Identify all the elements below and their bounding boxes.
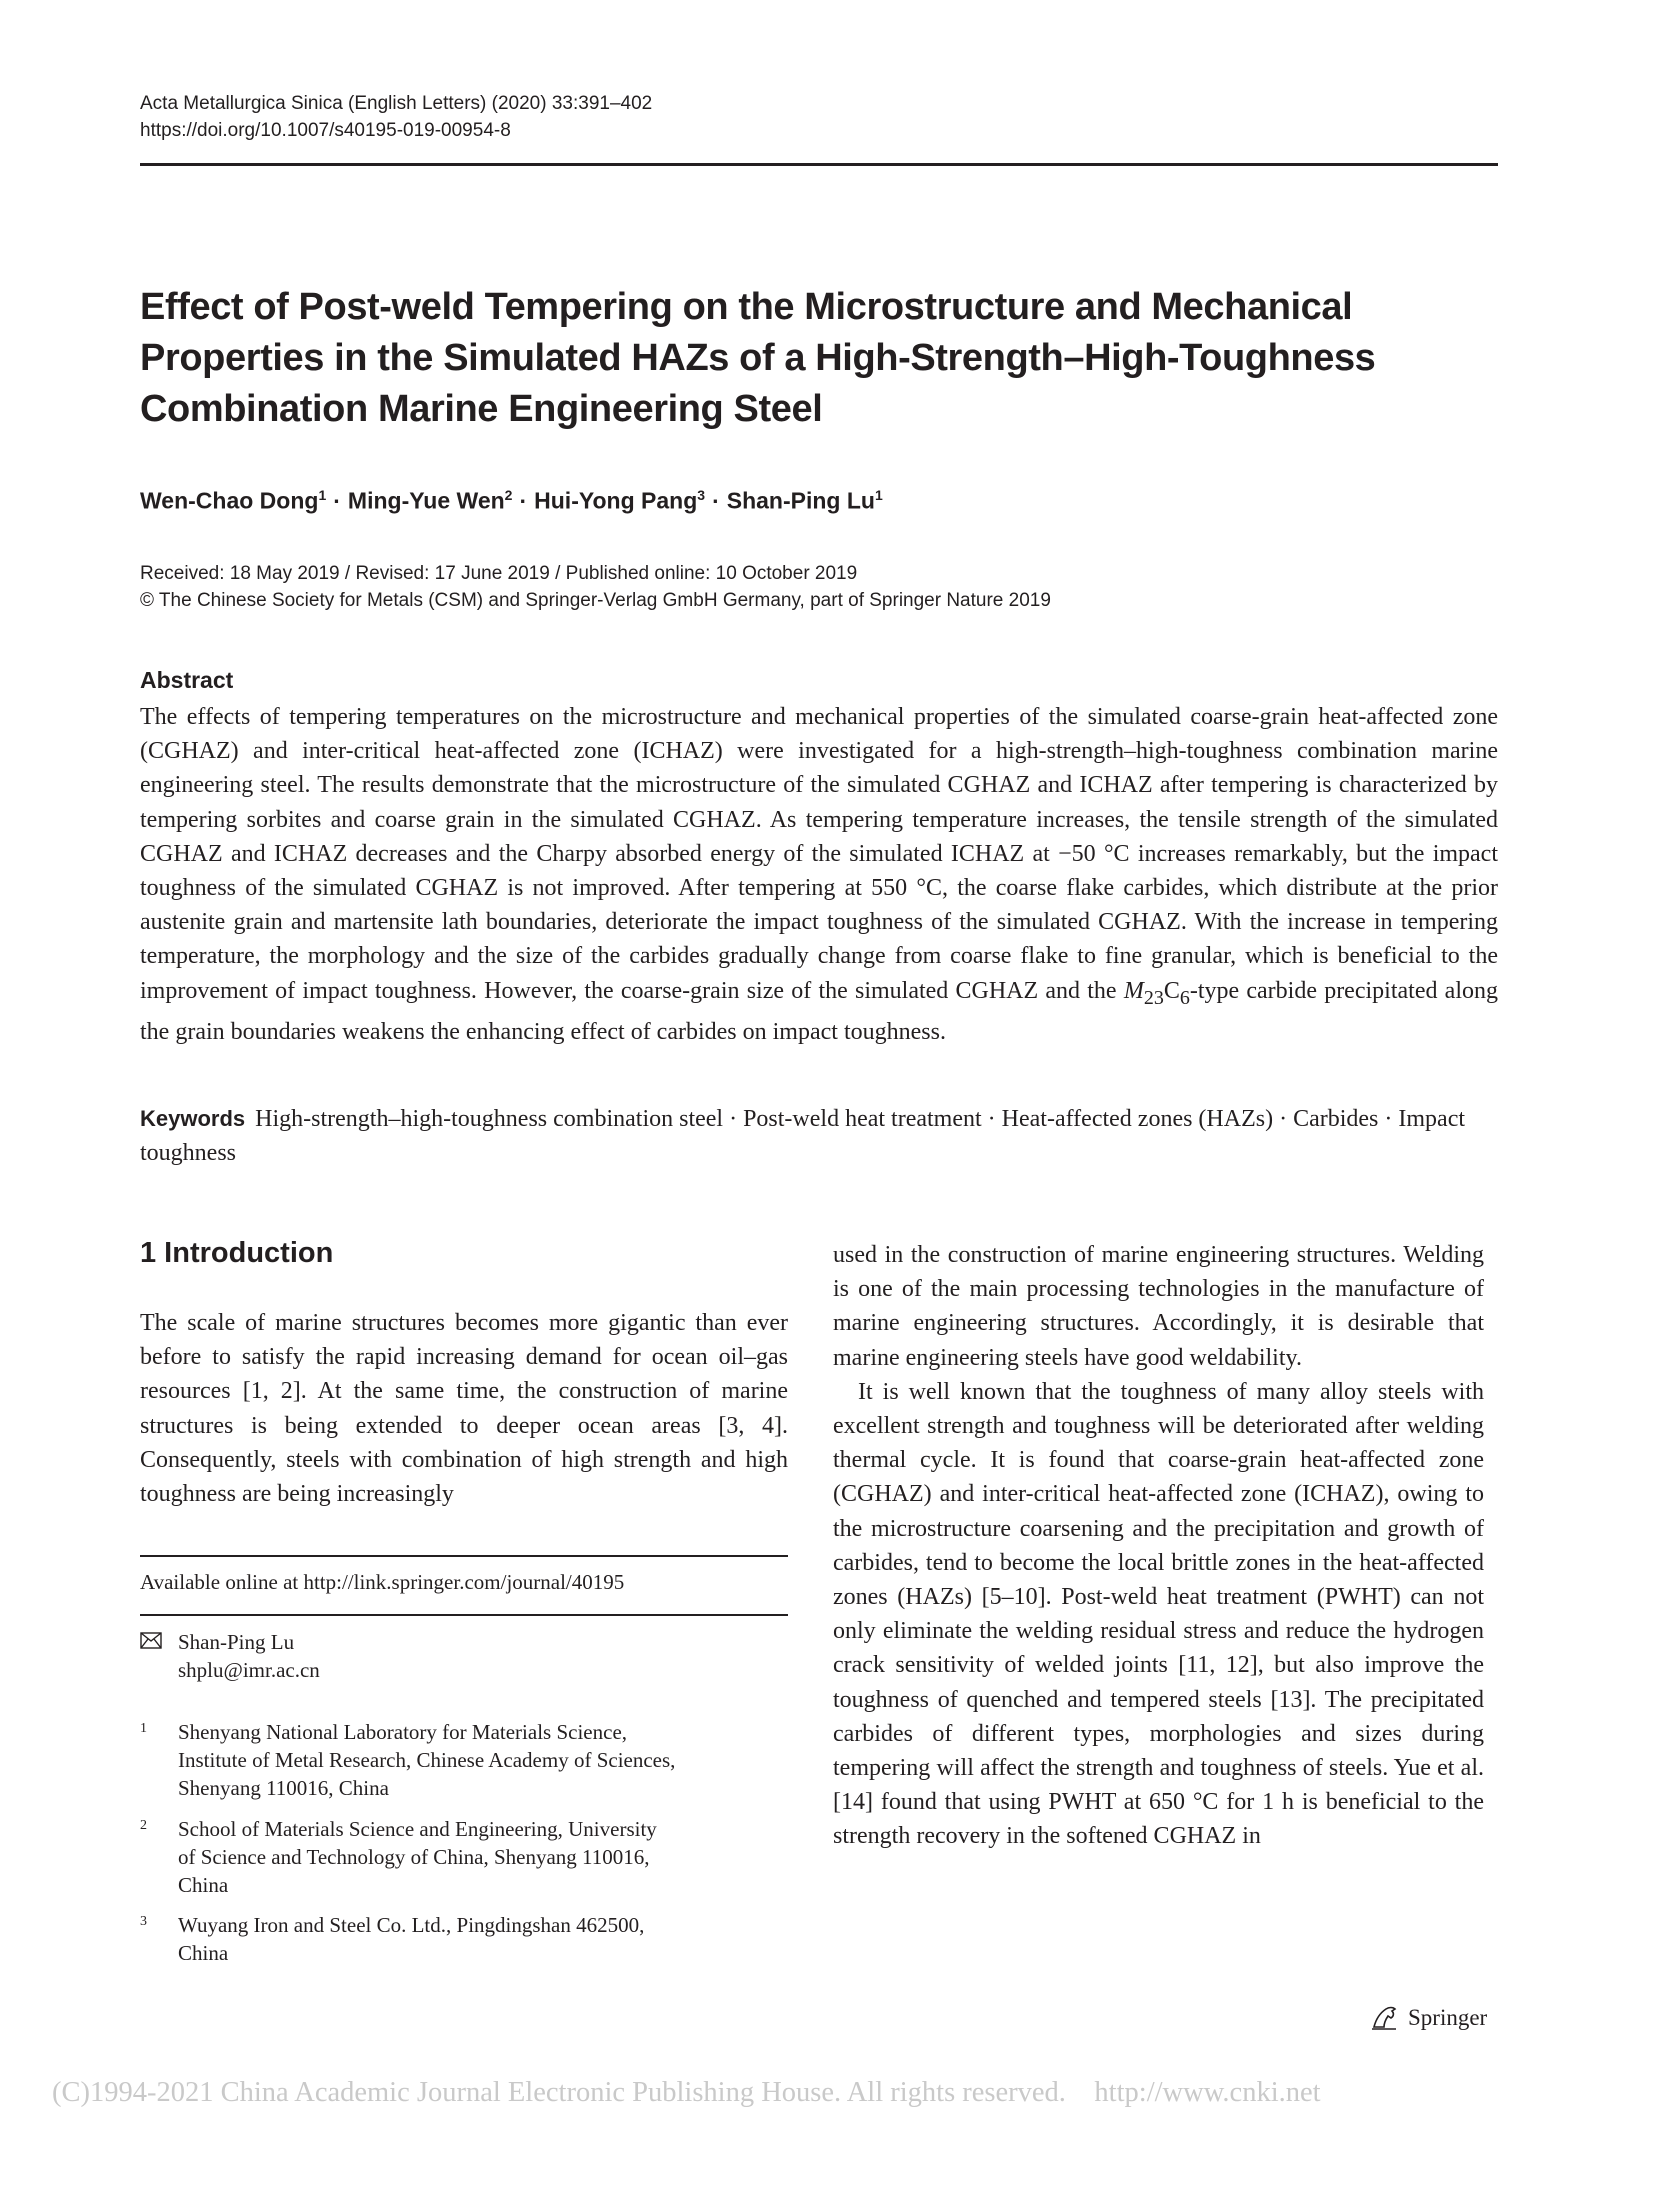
keywords xyxy=(140,1102,1498,1170)
affiliation-number: 1 xyxy=(140,1721,147,1736)
corresponding-author-email[interactable]: shplu@imr.ac.cn xyxy=(178,1658,320,1682)
available-online-link[interactable]: Available online at http://link.springer.com/journal/40195 xyxy=(140,1570,625,1594)
author-list: Wen-Chao Dong$^1$ · Ming-Yue Wen$^2$ · Hui-Yong Pang$^3$ · Shan-Ping Lu$^1$ xyxy=(140,487,883,514)
springer-logo xyxy=(1370,2005,1487,2031)
footnote-divider xyxy=(140,1614,788,1616)
affiliation-number: 3 xyxy=(140,1914,147,1929)
author-name[interactable]: Hui-Yong Pang xyxy=(534,487,698,514)
header-divider xyxy=(140,163,1498,166)
affiliation: 1 Shenyang National Laboratory for Materials Science, Institute of Metal Research, Chinese Academy of Sciences, Shenyang 110016, China xyxy=(140,1718,675,1802)
author-name[interactable]: Ming-Yue Wen xyxy=(347,487,505,514)
abstract-body: The effects of tempering temperatures on the microstructure and mechanical properties of the simulated coarse-grain heat-affected zone (CGHAZ) and inter-critical heat-affected zone (ICHAZ) were investigated for a high-strength–high-toughness combination marine engineering steel. The results demonstrate that the microstructure of the simulated CGHAZ and ICHAZ after tempering is characterized by tempering sorbites and coarse grain in the simulated CGHAZ. As tempering temperature increases, the tensile strength of the simulated CGHAZ and ICHAZ decreases and the Charpy absorbed energy of the simulated ICHAZ at −50 °C increases remarkably, but the impact toughness of the simulated CGHAZ is not improved. After tempering at 550 °C, the coarse flake carbides, which distribute at the prior austenite grain and martensite lath boundaries, deteriorate the impact toughness of the simulated CGHAZ. With the increase in tempering temperature, the morphology and the size of the carbides gradually change from coarse flake to fine granular, which is beneficial to the improvement of impact toughness. However, the coarse-grain size of the simulated CGHAZ and the $M_{23}C_6$-type carbide precipitated along the grain boundaries weakens the enhancing effect of carbides on impact toughness. xyxy=(140,704,1499,1045)
affiliation: 2 School of Materials Science and Engineering, University of Science and Technology of China, Shenyang 110016, China xyxy=(140,1815,657,1899)
history-dates: Received: 18 May 2019 / Revised: 17 June 2019 / Published online: 10 October 2019 xyxy=(140,563,858,584)
springer-horse-icon xyxy=(1370,2005,1400,2031)
author-affiliation-mark: 2 xyxy=(504,487,513,503)
author-name[interactable]: Shan-Ping Lu xyxy=(726,487,875,514)
author-affiliation-mark: 3 xyxy=(697,487,706,503)
copyright-notice: © The Chinese Society for Metals (CSM) and Springer-Verlag GmbH Germany, part of Springer Nature 2019 xyxy=(140,590,1051,611)
affiliation: 3 Wuyang Iron and Steel Co. Ltd., Pingdingshan 462500, China xyxy=(140,1911,644,1967)
formula-symbol: M xyxy=(1123,977,1144,1004)
author-name[interactable]: Wen-Chao Dong xyxy=(140,487,319,514)
abstract-heading: Abstract xyxy=(140,667,234,693)
article-title xyxy=(140,282,1440,435)
publication-dates xyxy=(140,560,1051,614)
right-column xyxy=(833,1238,1484,1854)
journal-citation: Acta Metallurgica Sinica (English Letters) (2020) 33:391–402 xyxy=(140,93,653,114)
envelope-icon xyxy=(140,1632,162,1649)
keywords-label: Keywords xyxy=(140,1106,246,1131)
intro-paragraph: It is well known that the toughness of many alloy steels with excellent strength and toughness will be deteriorated after welding thermal cycle. It is found that coarse-grain heat-affected zone (CGHAZ) and inter-critical heat-affected zone (ICHAZ), owing to the microstructure coarsening and the precipitation and growth of carbides, tend to become the local brittle zones in the heat-affected zones (HAZs) [5–10]. Post-weld heat treatment (PWHT) can not only eliminate the welding residual stress and reduce the hydrogen crack sensitivity of welded joints [11, 12], but also improve the toughness of quenched and tempered steels [13]. The precipitated carbides of different types, morphologies and sizes during tempering will affect the strength and toughness of steels. Yue et al. [14] found that using PWHT at 650 °C for 1 h is beneficial to the strength recovery in the softened CGHAZ in xyxy=(833,1378,1484,1850)
author-affiliation-mark: 1 xyxy=(318,487,327,503)
cnki-watermark: (C)1994-2021 China Academic Journal Electronic Publishing House. All rights reserved. http://www.cnki.net xyxy=(52,2077,1321,2108)
author-affiliation-mark: 1 xyxy=(874,487,883,503)
title-line-3: Combination Marine Engineering Steel xyxy=(140,388,823,430)
corresponding-author-name: Shan-Ping Lu xyxy=(178,1630,295,1654)
intro-paragraph-left: The scale of marine structures becomes more gigantic than ever before to satisfy the rapid increasing demand for ocean oil–gas resources [1, 2]. At the same time, the construction of marine structures is being extended to deeper ocean areas [3, 4]. Consequently, steels with combination of high strength and high toughness are being increasingly xyxy=(140,1310,788,1508)
title-line-1: Effect of Post-weld Tempering on the Microstructure and Mechanical xyxy=(140,286,1353,328)
publisher-name: Springer xyxy=(1408,2005,1488,2030)
title-line-2: Properties in the Simulated HAZs of a High-Strength–High-Toughness xyxy=(140,337,1376,379)
corresponding-author xyxy=(140,1628,320,1684)
footnote-divider xyxy=(140,1555,788,1557)
intro-paragraph: used in the construction of marine engineering structures. Welding is one of the main processing technologies in the manufacture of marine engineering structures. Accordingly, it is desirable that marine engineering steels have good weldability. xyxy=(833,1242,1484,1371)
affiliation-number: 2 xyxy=(140,1818,147,1833)
journal-header xyxy=(140,90,652,144)
section-heading-introduction: 1 Introduction xyxy=(140,1237,334,1269)
doi-link[interactable]: https://doi.org/10.1007/s40195-019-00954-8 xyxy=(140,120,511,141)
keywords-list: High-strength–high-toughness combination steel · Post-weld heat treatment · Heat-affected zones (HAZs) · Carbides · Impact toughness xyxy=(140,1106,1466,1166)
